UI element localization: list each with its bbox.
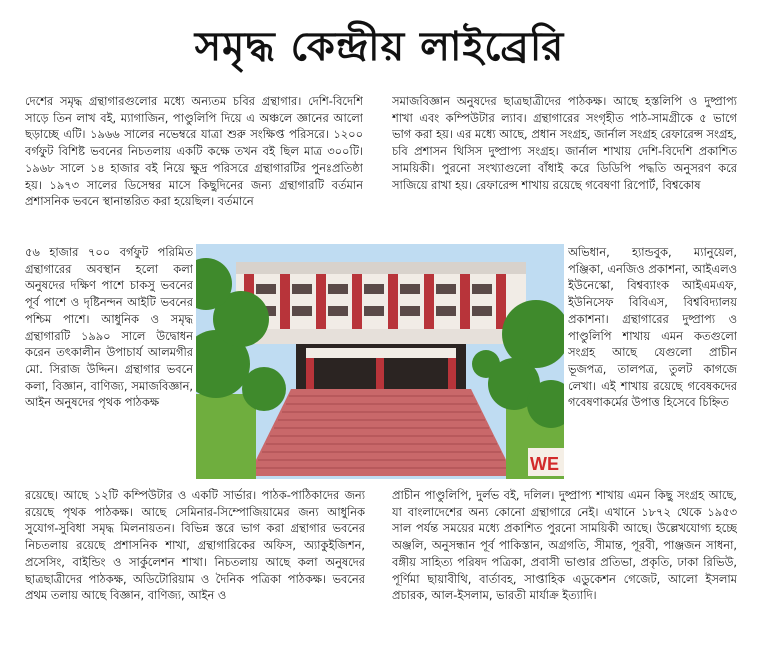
article-column-2-top	[392, 93, 737, 245]
article-paragraph: ৫৬ হাজার ৭০০ বর্গফুট পরিমিত গ্রন্থাগারের অবস্থান হলো কলা অনুষদের দক্ষিণ পাশে চাকসু ভবনের পূর্ব পাশে ও দৃষ্টিনন্দন আইটি ভবনের পশ্চিম পাশে। আধুনিক ও সমৃদ্ধ গ্রন্থাগারটি ১৯৯০ সালে উদ্বোধন করেন তৎকালীন উপাচার্য আলমগীর মো. সিরাজ উদ্দিন। গ্রন্থাগার ভবনে কলা, বিজ্ঞান, বাণিজ্য, সমাজবিজ্ঞান, আইন অনুষদের পৃথক পাঠকক্ষ	[25, 245, 193, 410]
article-paragraph: সমাজবিজ্ঞান অনুষদের ছাত্রছাত্রীদের পাঠকক্ষ। আছে হস্তলিপি ও দুষ্প্রাপ্য শাখা এবং কম্পিউটার ল্যাব। গ্রন্থাগারের সংগৃহীত পাঠ-সামগ্রীকে ৫ ভাগে ভাগ করা হয়। এর মধ্যে আছে, প্রধান সংগ্রহ, জার্নাল সংগ্রহ রেফারেন্স সংগ্রহ, চবি প্রশাসন থিসিস দুষ্প্রাপ্য সংগ্রহ। জার্নাল শাখায় দেশি-বিদেশি প্রকাশিত সাময়িকী। পুরনো সংখ্যাগুলো বাঁধাই করে ডিডিপি পদ্ধতি অনুসরণ করে সাজিয়ে রাখা হয়। রেফারেন্স শাখায় রয়েছে গবেষণা রিপোর্ট, বিশ্বকোষ	[392, 94, 737, 192]
entrance-canopy	[306, 348, 456, 358]
roof	[236, 262, 526, 274]
article-column-2-side	[568, 244, 737, 487]
library-building-photo	[196, 244, 564, 479]
article-column-1-bottom	[25, 487, 365, 645]
article-paragraph: প্রাচীন পাণ্ডুলিপি, দুর্লভ বই, দলিল। দুষ্প্রাপ্য শাখায় এমন কিছু সংগ্রহ আছে, যা বাংলাদেশের অন্য কোনো গ্রন্থাগারে নেই। এখানে ১৮৭২ থেকে ১৯৫৩ সাল পর্যন্ত সময়ের মধ্যে প্রকাশিত পুরনো সাময়িকী আছে। উল্লেখযোগ্য হচ্ছে অঞ্জলি, অনুসন্ধান পূর্ব পাকিস্তান, অগ্রগতি, সীমান্ত, পূরবী, পাঞ্জজন সাধনা, বঙ্গীয় সাহিত্য পরিষদ পত্রিকা, প্রবাসী ভাণ্ডার প্রতিভা, প্রকৃতি, ঢাকা রিভিউ, পূর্ণিমা ছায়াবীথি, বার্তাবহ, সাপ্তাহিক এডুকেশন গেজেট, আলো ইসলাম প্রচারক, আল-ইসলাম, ভারতী মার্যাক্র ইত্যাদি।	[392, 488, 737, 603]
article-paragraph: অভিধান, হ্যান্ডবুক, ম্যানুয়েল, পঞ্জিকা, এনজিও প্রকাশনা, আইএলও ইউনেস্কো, বিশ্বব্যাংক আইএমএফ, ইউনিসেফ বিবিএস, বিশ্ববিদ্যালয় প্রকাশনা। গ্রন্থাগারের দুষ্প্রাপ্য ও পাণ্ডুলিপি শাখায় এমন কতগুলো সংগ্রহ আছে যেগুলো প্রাচীন ভূজপত্র, তালপত্র, তুলট কাগজে লেখা। এই শাখায় রয়েছে গবেষকদের গবেষণাকর্মের উপাত্ত হিসেবে চিহ্নিত	[568, 245, 737, 410]
article-column-1-top	[25, 93, 363, 245]
article-column-1-side	[25, 244, 193, 487]
upper-facade	[236, 274, 526, 329]
headline: সমৃদ্ধ কেন্দ্রীয় লাইব্রেরি	[194, 23, 565, 70]
article-column-2-bottom	[392, 487, 737, 645]
staircase	[248, 389, 514, 476]
balcony	[236, 329, 526, 344]
article-paragraph: রয়েছে। আছে ১২টি কম্পিউটার ও একটি সার্ভার। পাঠক-পাঠিকাদের জন্য রয়েছে পৃথক পাঠকক্ষ। আছে সেমিনার-সিম্পোজিয়ামের জন্য আধুনিক সুযোগ-সুবিধা সমৃদ্ধ মিলনায়তন। বিভিন্ন স্তরে ভাগ করা গ্রন্থাগার ভবনের নিচতলায় রয়েছে প্রশাসনিক শাখা, গ্রন্থাগারিকের অফিস, অ্যাকুইজিশন, প্রসেসিং, বাইন্ডিং ও সার্কুলেশন শাখা। নিচতলায় আছে কলা অনুষদের ছাত্রছাত্রীদের পাঠকক্ষ, অডিটোরিয়াম ও দৈনিক পত্রিকা পাঠকক্ষ। ভবনের প্রথম তলায় আছে বিজ্ঞান, বাণিজ্য, আইন ও	[25, 488, 365, 603]
sign-text: WE	[530, 454, 559, 474]
lawn-left	[196, 394, 256, 479]
article-paragraph: দেশের সমৃদ্ধ গ্রন্থাগারগুলোর মধ্যে অন্যতম চবির গ্রন্থাগার। দেশি-বিদেশি সাড়ে তিন লাখ বই, ম্যাগাজিন, পাণ্ডুলিপি দিয়ে এ অঞ্চলে জ্ঞানের আলো ছড়াচ্ছে এটি। ১৯৬৬ সালের নভেম্বরে যাত্রা শুরু সংক্ষিপ্ত পরিসরে। ১২০০ বর্গফুট বিশিষ্ট ভবনের নিচতলায় একটি কক্ষে তখন বই ছিল মাত্র ৩০০টি। ১৯৬৮ সালে ১৪ হাজার বই নিয়ে ক্ষুদ্র পরিসরে গ্রন্থাগারটির পুনঃপ্রতিষ্ঠা হয়। ১৯৭৩ সালের ডিসেম্বর মাসে কিছুদিনের জন্য গ্রন্থাগারটি বর্তমান প্রশাসনিক ভবনে স্থানান্তরিত করা হয়েছিল। বর্তমানে	[25, 94, 363, 209]
